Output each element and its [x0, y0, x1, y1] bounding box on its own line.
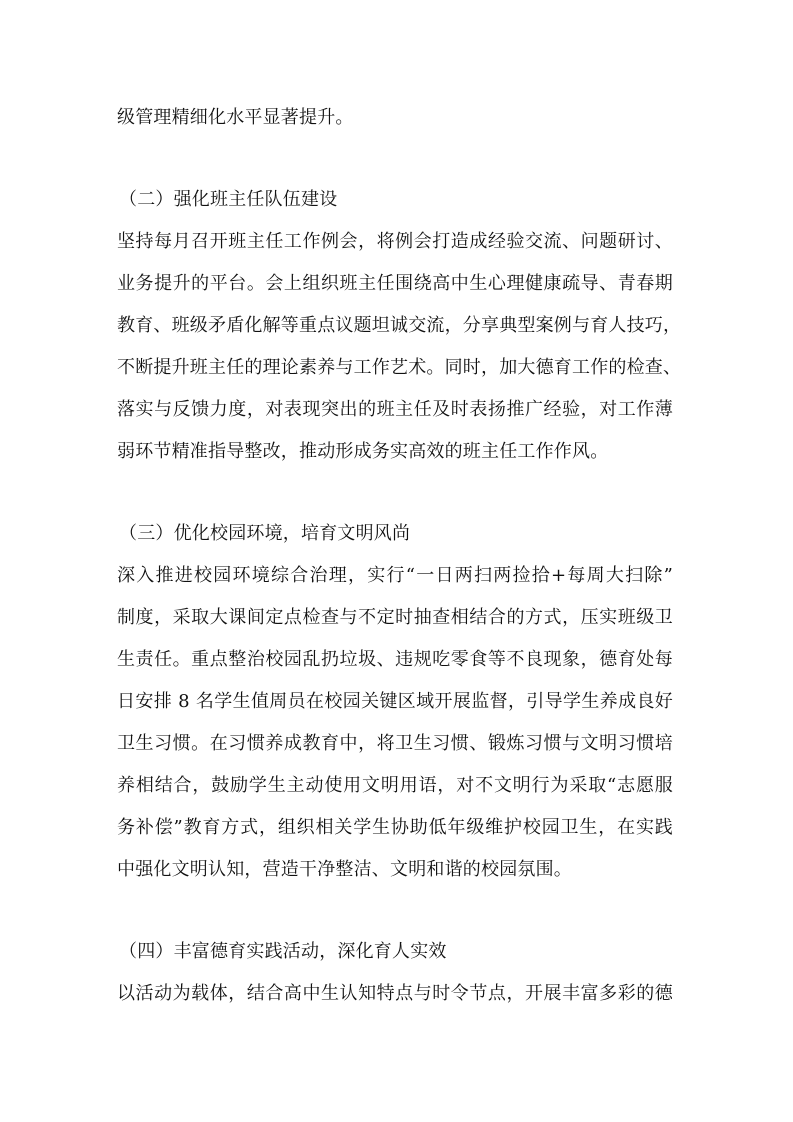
paragraph-line: 坚持每月召开班主任工作例会，将例会打造成经验交流、问题研讨、 — [117, 231, 673, 252]
paragraph-line: 生责任。重点整治校园乱扔垃圾、违规吃零食等不良现象，德育处每 — [117, 649, 673, 670]
paragraph-line: 落实与反馈力度，对表现突出的班主任及时表扬推广经验，对工作薄 — [117, 399, 673, 420]
paragraph-line: 不断提升班主任的理论素养与工作艺术。同时，加大德育工作的检查、 — [117, 357, 682, 378]
paragraph-line: 级管理精细化水平显著提升。 — [117, 107, 354, 128]
paragraph-line: 业务提升的平台。会上组织班主任围绕高中生心理健康疏导、青春期 — [117, 273, 673, 294]
section-heading: （三）优化校园环境，培育文明风尚 — [119, 523, 411, 544]
section-heading: （四）丰富德育实践活动，深化育人实效 — [119, 941, 447, 962]
paragraph-line: 日安排 8 名学生值周员在校园关键区域开展监督，引导学生养成良好 — [117, 691, 673, 712]
paragraph-line: 养相结合，鼓励学生主动使用文明用语，对不文明行为采取“志愿服 — [117, 775, 673, 796]
paragraph-line: 务补偿”教育方式，组织相关学生协助低年级维护校园卫生，在实践 — [117, 817, 673, 838]
paragraph-line: 弱环节精准指导整改，推动形成务实高效的班主任工作作风。 — [117, 441, 609, 462]
paragraph-line: 制度，采取大课间定点检查与不定时抽查相结合的方式，压实班级卫 — [117, 607, 673, 628]
section-heading: （二）强化班主任队伍建设 — [119, 189, 338, 210]
paragraph-line: 中强化文明认知，营造干净整洁、文明和谐的校园氛围。 — [117, 859, 572, 880]
paragraph-line: 教育、班级矛盾化解等重点议题坦诚交流，分享典型案例与育人技巧， — [117, 315, 682, 336]
paragraph-line: 深入推进校园环境综合治理，实行“一日两扫两捡拾+每周大扫除” — [117, 565, 673, 586]
paragraph-line: 以活动为载体，结合高中生认知特点与时令节点，开展丰富多彩的德 — [117, 983, 673, 1004]
paragraph-line: 卫生习惯。在习惯养成教育中，将卫生习惯、锻炼习惯与文明习惯培 — [117, 733, 673, 754]
